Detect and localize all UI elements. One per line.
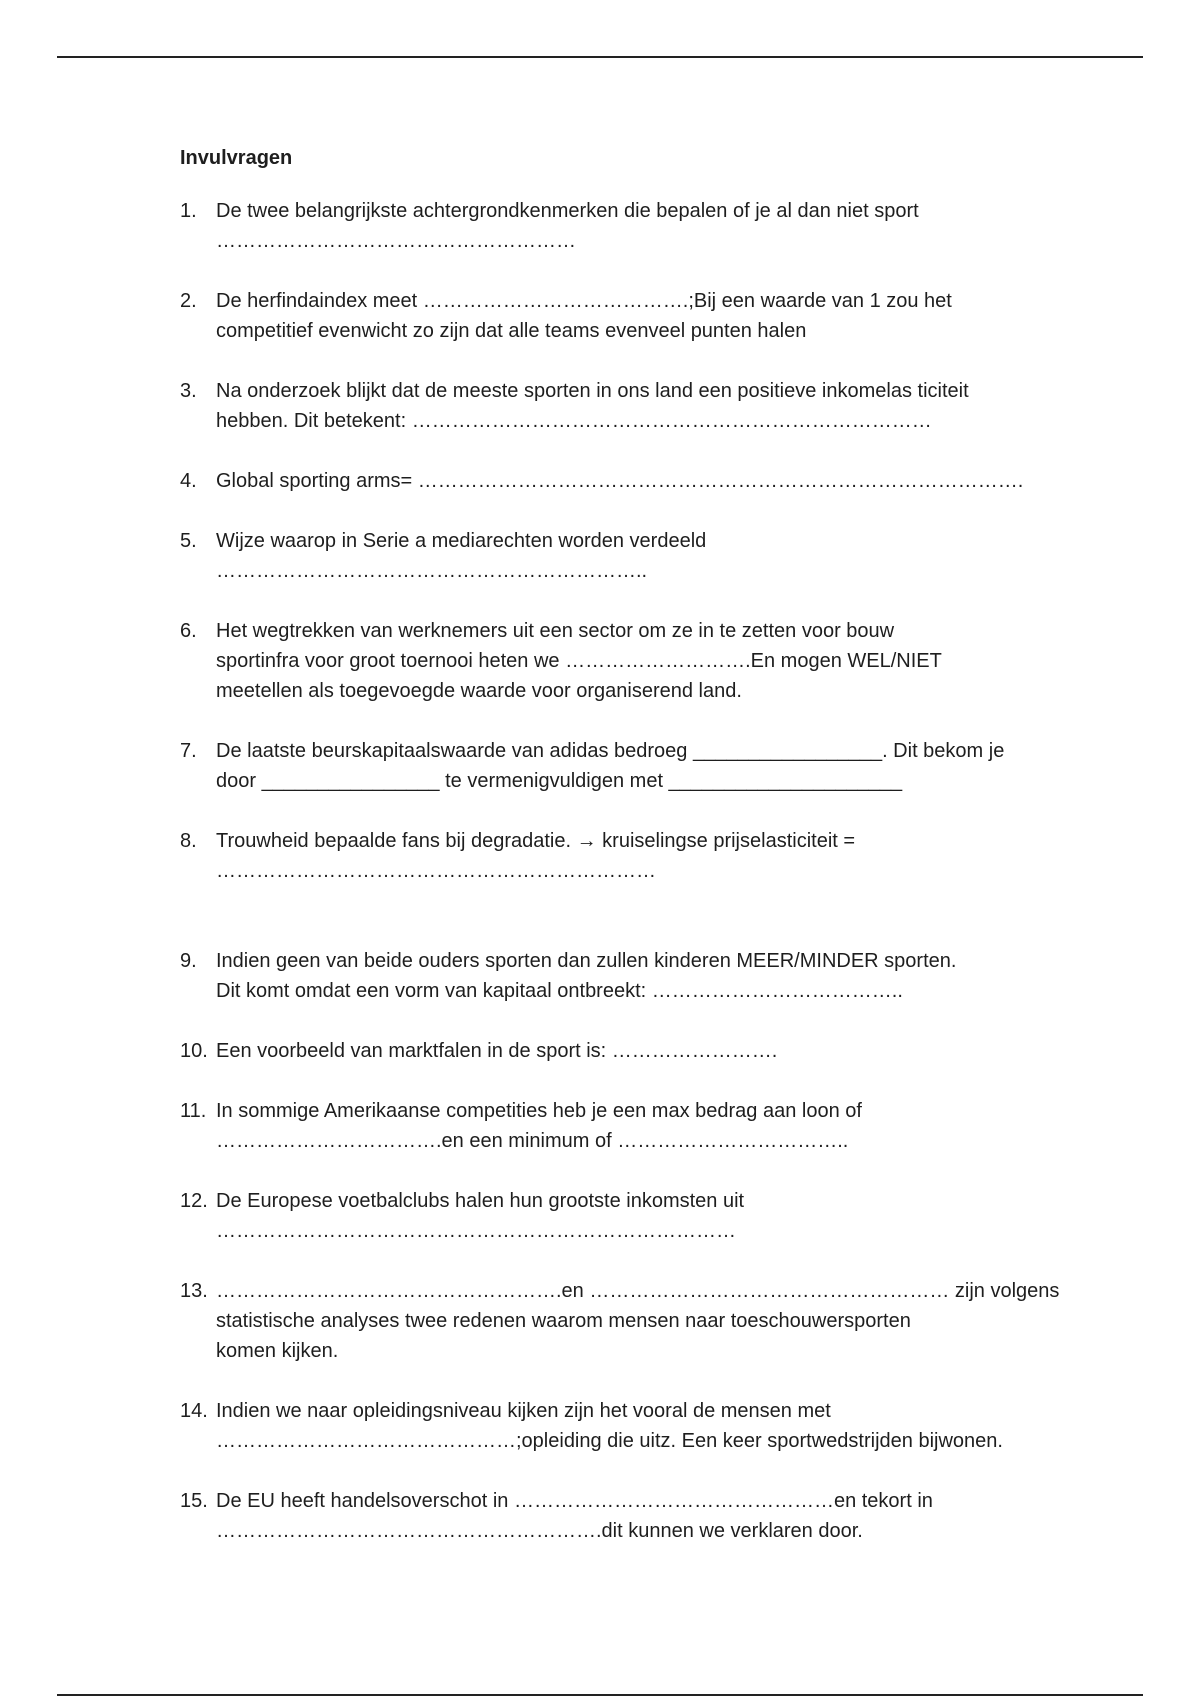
question-text: Trouwheid bepaalde fans bij degradatie. → kruiselingse prijselasticiteit = ………………………………………………………… <box>216 830 856 882</box>
page-title: Invulvragen <box>180 147 293 169</box>
question-text: De laatste beurskapitaalswaarde van adidas bedroeg _________________. Dit bekom je door ________________ te vermenigvuldigen met _____________________ <box>216 740 1005 792</box>
question-text: Global sporting arms= ………………………………………………………………………………. <box>216 470 1024 492</box>
question-item-1 <box>180 196 1080 256</box>
question-text: De Europese voetbalclubs halen hun grootste inkomsten uit …………………………………………………………………… <box>216 1190 745 1242</box>
question-number: 12. <box>180 1190 208 1212</box>
question-text: Een voorbeeld van marktfalen in de sport is: ……………………. <box>216 1040 778 1062</box>
question-item-3 <box>180 376 1080 436</box>
question-number: 6. <box>180 620 197 642</box>
question-number: 2. <box>180 290 197 312</box>
question-text: …………………………………………….en ……………………………………………… zijn volgens statistische analyses twee redenen waarom mensen naar toeschouwersporten komen kijken. <box>216 1280 1060 1362</box>
question-item-5 <box>180 526 1080 586</box>
question-number: 13. <box>180 1280 208 1302</box>
question-text: De EU heeft handelsoverschot in …………………………………………en tekort in ………………………………………………….dit kunnen we verklaren door. <box>216 1490 933 1542</box>
question-number: 8. <box>180 830 197 852</box>
question-number: 1. <box>180 200 197 222</box>
question-number: 15. <box>180 1490 208 1512</box>
question-item-13 <box>180 1276 1080 1366</box>
question-text: Wijze waarop in Serie a mediarechten worden verdeeld ……………………………………………………….. <box>216 530 707 582</box>
question-item-2 <box>180 286 1080 346</box>
top-rule <box>57 56 1143 58</box>
question-item-11 <box>180 1096 1080 1156</box>
question-item-4 <box>180 466 1080 496</box>
question-item-15 <box>180 1486 1080 1546</box>
question-text: De twee belangrijkste achtergrondkenmerken die bepalen of je al dan niet sport ……………………………………………… <box>216 200 919 252</box>
question-item-8 <box>180 826 1080 886</box>
question-number: 7. <box>180 740 197 762</box>
question-item-6 <box>180 616 1080 706</box>
question-item-14 <box>180 1396 1080 1456</box>
document-body <box>180 144 1080 1576</box>
question-text: Het wegtrekken van werknemers uit een sector om ze in te zetten voor bouw sportinfra voor groot toernooi heten we ……………………….En mogen WEL/NIET meetellen als toegevoegde waarde voor organiserend land. <box>216 620 942 702</box>
question-number: 3. <box>180 380 197 402</box>
question-item-12 <box>180 1186 1080 1246</box>
question-number: 5. <box>180 530 197 552</box>
question-number: 10. <box>180 1040 208 1062</box>
question-list <box>180 196 1080 1546</box>
question-number: 9. <box>180 950 197 972</box>
question-item-9 <box>180 946 1080 1006</box>
question-text: Indien we naar opleidingsniveau kijken zijn het vooral de mensen met ………………………………………;opleiding die uitz. Een keer sportwedstrijden bijwonen. <box>216 1400 1003 1452</box>
question-number: 4. <box>180 470 197 492</box>
question-number: 11. <box>180 1100 207 1122</box>
question-item-10 <box>180 1036 1080 1066</box>
question-text: In sommige Amerikaanse competities heb je een max bedrag aan loon of …………………………….en een minimum of …………………………….. <box>216 1100 862 1152</box>
bottom-rule <box>57 1694 1143 1696</box>
question-text: Indien geen van beide ouders sporten dan zullen kinderen MEER/MINDER sporten. Dit komt omdat een vorm van kapitaal ontbreekt: ……………………………….. <box>216 950 957 1002</box>
question-text: De herfindaindex meet ………………………………….;Bij een waarde van 1 zou het competitief evenwicht zo zijn dat alle teams evenveel punten halen <box>216 290 952 342</box>
question-item-7 <box>180 736 1080 796</box>
question-text: Na onderzoek blijkt dat de meeste sporten in ons land een positieve inkomelas ticiteit hebben. Dit betekent: …………………………………………………………………… <box>216 380 969 432</box>
question-number: 14. <box>180 1400 208 1422</box>
